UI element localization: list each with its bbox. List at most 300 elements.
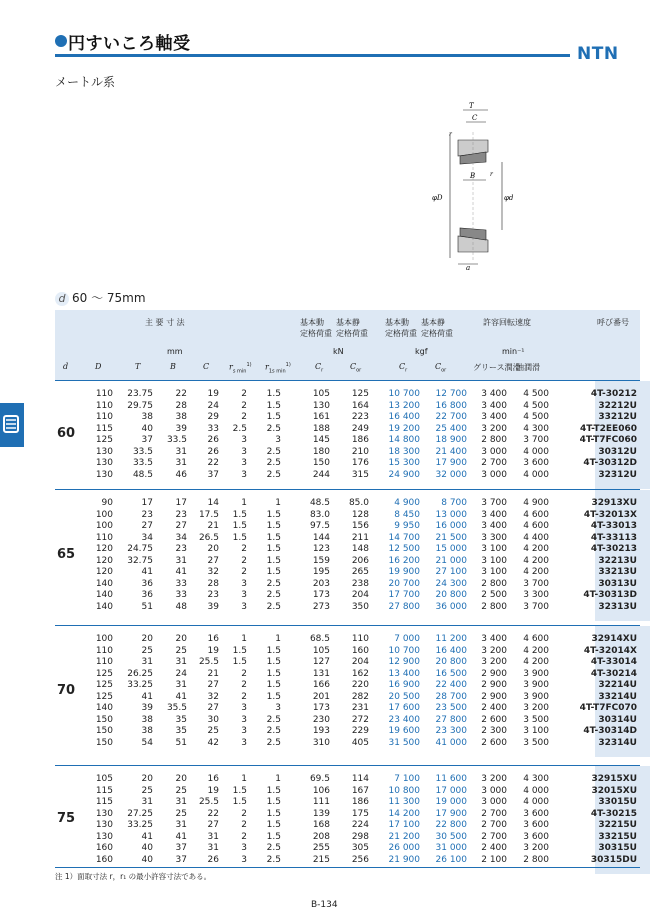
load-cr-kn-cell: 69.5 (309, 774, 330, 784)
part-number-cell: 32212U (598, 400, 637, 411)
load-cr-kgf-cell: 16 200 (388, 555, 420, 566)
dim-D-cell: 120 (95, 567, 113, 577)
load-cor-kn-cell: 272 (351, 714, 369, 725)
dim-T-cell: 41 (141, 831, 153, 842)
dim-B-cell: 41 (175, 567, 187, 577)
load-cor-kn-cell: 231 (351, 703, 369, 713)
load-cr-kn-cell: 97.5 (309, 521, 330, 531)
speed-oil-cell: 4 200 (523, 657, 549, 667)
table-row (55, 843, 640, 853)
load-cr-kgf-cell: 9 950 (394, 521, 420, 531)
bearing-cross-section-diagram (428, 102, 548, 272)
load-cor-kn-cell: 125 (351, 389, 369, 399)
speed-grease-cell: 3 200 (481, 774, 507, 784)
load-cr-kn-cell: 139 (312, 808, 330, 819)
dim-D-cell: 110 (95, 645, 113, 656)
table-row (55, 544, 640, 554)
load-cor-kn-cell: 315 (351, 469, 369, 480)
load-cr-kgf-cell: 26 000 (388, 843, 420, 853)
table-row (55, 458, 640, 468)
table-row (55, 556, 640, 566)
load-cr-kgf-cell: 14 800 (388, 435, 420, 445)
bore-group (55, 625, 640, 757)
dim-rs-cell: 3 (241, 714, 247, 725)
load-cor-kgf-cell: 18 900 (435, 435, 467, 445)
dim-D-cell: 150 (95, 726, 113, 736)
part-number-cell: 30312U (598, 446, 637, 457)
load-cr-kgf-cell: 16 400 (388, 412, 420, 422)
load-cor-kn-cell: 223 (351, 412, 369, 422)
col-cr-kgf: C (399, 362, 406, 371)
dim-T-cell: 39 (141, 703, 153, 713)
speed-oil-cell: 3 600 (523, 820, 549, 830)
load-cor-kgf-cell: 17 900 (435, 458, 467, 468)
table-row (55, 820, 640, 830)
header-basic-dynamic-1: 基本動 (300, 318, 324, 327)
load-cor-kgf-cell: 28 700 (435, 691, 467, 702)
dim-D-cell: 100 (95, 521, 113, 531)
load-cr-kgf-cell: 14 200 (388, 808, 420, 819)
dim-rs-cell: 3 (241, 435, 247, 445)
dim-B-cell: 25 (175, 785, 187, 796)
header-speed-grease: グリース潤滑 (473, 363, 521, 372)
dim-T-cell: 25 (141, 785, 153, 796)
dim-r1s-cell: 2.5 (266, 458, 281, 468)
dim-T-cell: 31 (141, 657, 153, 667)
load-cr-kn-cell: 188 (312, 423, 330, 434)
dim-D-cell: 110 (95, 532, 113, 543)
dim-r1s-cell: 1.5 (266, 412, 281, 422)
load-cr-kn-cell: 173 (312, 703, 330, 713)
load-cr-kgf-cell: 17 600 (388, 703, 420, 713)
speed-oil-cell: 3 300 (523, 590, 549, 600)
load-cr-kn-cell: 68.5 (309, 634, 330, 644)
dim-r1s-cell: 1.5 (266, 657, 281, 667)
header-basic-static-1: 基本静 (336, 318, 360, 327)
dim-rs-cell: 3 (241, 843, 247, 853)
load-cor-kn-cell: 256 (351, 854, 369, 865)
dim-B-cell: 33.5 (166, 435, 187, 445)
part-number-cell: 32914XU (591, 634, 637, 644)
dim-C-cell: 27 (207, 703, 219, 713)
dim-B-cell: 33 (175, 578, 187, 589)
dim-B-cell: 34 (175, 532, 187, 543)
bore-group (55, 765, 640, 874)
load-cr-kn-cell: 244 (312, 469, 330, 480)
dim-D-cell: 115 (95, 785, 113, 796)
part-number-cell: 4T-T2EE060 (580, 423, 637, 434)
dim-rs-cell: 2 (241, 691, 247, 702)
dim-T-cell: 27.25 (127, 808, 153, 819)
table-row (55, 669, 640, 679)
table-row (55, 692, 640, 702)
load-cr-kn-cell: 48.5 (309, 498, 330, 508)
dim-rs-cell: 1.5 (232, 532, 247, 543)
dim-rs-cell: 3 (241, 446, 247, 457)
load-cor-kgf-cell: 23 500 (435, 703, 467, 713)
dim-rs-cell: 3 (241, 458, 247, 468)
speed-oil-cell: 3 200 (523, 843, 549, 853)
dim-r1s-cell: 2.5 (266, 737, 281, 748)
load-cr-kgf-cell: 19 200 (388, 423, 420, 434)
dim-C-cell: 27 (207, 820, 219, 830)
load-cor-kgf-cell: 21 500 (435, 532, 467, 543)
dim-B-cell: 31 (175, 657, 187, 667)
load-cr-kgf-cell: 10 800 (388, 785, 420, 796)
load-cor-kn-cell: 305 (351, 843, 369, 853)
speed-grease-cell: 3 200 (481, 423, 507, 434)
part-number-cell: 32215U (598, 820, 637, 830)
col-d: d (63, 362, 69, 371)
load-cr-kgf-cell: 7 000 (394, 634, 420, 644)
part-number-cell: 32312U (598, 469, 637, 480)
part-number-cell: 4T-30213 (590, 544, 637, 554)
dim-T-cell: 20 (141, 634, 153, 644)
dim-T-cell: 23 (141, 509, 153, 520)
part-number-cell: 4T-30215 (590, 808, 637, 819)
dim-r1s-cell: 1.5 (266, 797, 281, 807)
part-number-cell: 4T-33013 (590, 521, 637, 531)
dim-label-T: T (469, 102, 474, 110)
dim-r1s-cell: 1.5 (266, 785, 281, 796)
dim-B-cell: 37 (175, 843, 187, 853)
speed-grease-cell: 2 500 (481, 590, 507, 600)
load-cr-kn-cell: 127 (312, 657, 330, 667)
table-row (55, 590, 640, 600)
part-number-cell: 33214U (598, 691, 637, 702)
header-rated-4: 定格荷重 (421, 329, 453, 338)
load-cor-kn-cell: 204 (351, 657, 369, 667)
load-cor-kn-cell: 114 (351, 774, 369, 784)
col-rs-sub: s min (232, 368, 247, 375)
header-rated-1: 定格荷重 (300, 329, 332, 338)
dim-T-cell: 36 (141, 590, 153, 600)
speed-grease-cell: 2 800 (481, 601, 507, 612)
dim-rs-cell: 2 (241, 808, 247, 819)
load-cor-kgf-cell: 11 200 (435, 634, 467, 644)
table-row (55, 579, 640, 589)
load-cr-kgf-cell: 27 800 (388, 601, 420, 612)
dim-B-cell: 31 (175, 446, 187, 457)
part-number-cell: 4T-T7FC070 (579, 703, 637, 713)
table-row (55, 738, 640, 748)
load-cor-kn-cell: 282 (351, 691, 369, 702)
dim-label-C: C (472, 114, 478, 122)
dim-C-cell: 33 (207, 423, 219, 434)
speed-oil-cell: 4 500 (523, 412, 549, 422)
speed-oil-cell: 3 600 (523, 808, 549, 819)
load-cr-kgf-cell: 20 700 (388, 578, 420, 589)
table-row (55, 832, 640, 842)
load-cor-kgf-cell: 16 000 (435, 521, 467, 531)
col-B: B (170, 362, 176, 371)
load-cor-kgf-cell: 41 000 (435, 737, 467, 748)
dim-C-cell: 25.5 (198, 657, 219, 667)
load-cr-kn-cell: 173 (312, 590, 330, 600)
dim-C-cell: 19 (207, 645, 219, 656)
dim-rs-cell: 1 (241, 634, 247, 644)
dim-r1s-cell: 1 (275, 634, 281, 644)
part-number-cell: 4T-33113 (590, 532, 637, 543)
load-cr-kn-cell: 106 (312, 785, 330, 796)
load-cor-kn-cell: 164 (351, 400, 369, 411)
load-cor-kn-cell: 186 (351, 435, 369, 445)
load-cr-kgf-cell: 19 600 (388, 726, 420, 736)
dim-D-cell: 120 (95, 555, 113, 566)
dim-r1s-cell: 1.5 (266, 831, 281, 842)
dim-r1s-cell: 1.5 (266, 521, 281, 531)
load-cor-kgf-cell: 13 000 (435, 509, 467, 520)
dim-B-cell: 23 (175, 509, 187, 520)
speed-oil-cell: 3 900 (523, 691, 549, 702)
dim-C-cell: 28 (207, 578, 219, 589)
dim-T-cell: 37 (141, 435, 153, 445)
dim-C-cell: 16 (207, 774, 219, 784)
load-cor-kn-cell: 220 (351, 680, 369, 690)
load-cr-kn-cell: 111 (312, 797, 330, 807)
part-number-cell: 30313U (598, 578, 637, 589)
dim-T-cell: 33.5 (132, 458, 153, 468)
dim-T-cell: 33.5 (132, 446, 153, 457)
dim-label-B: B (470, 172, 476, 180)
dim-C-cell: 27 (207, 680, 219, 690)
dim-T-cell: 41 (141, 691, 153, 702)
col-cr-kgf-sub: r (405, 367, 408, 374)
speed-grease-cell: 3 400 (481, 521, 507, 531)
dim-B-cell: 31 (175, 555, 187, 566)
part-number-cell: 32015XU (591, 785, 637, 796)
dim-C-cell: 23 (207, 590, 219, 600)
dim-rs-cell: 3 (241, 469, 247, 480)
dim-C-cell: 31 (207, 843, 219, 853)
dim-r1s-cell: 2.5 (266, 590, 281, 600)
table-row (55, 435, 640, 445)
table-row (55, 657, 640, 667)
bearing-tab-icon (3, 414, 21, 434)
title-underline (55, 54, 570, 57)
dim-r1s-cell: 1.5 (266, 645, 281, 656)
dim-label-r1: r (449, 131, 452, 138)
dim-D-cell: 125 (95, 668, 113, 679)
dim-label-r2: r (490, 171, 493, 178)
table-row (55, 646, 640, 656)
load-cr-kn-cell: 310 (312, 737, 330, 748)
dim-rs-cell: 3 (241, 703, 247, 713)
load-cor-kgf-cell: 26 100 (435, 854, 467, 865)
speed-grease-cell: 3 200 (481, 657, 507, 667)
dim-B-cell: 39 (175, 423, 187, 434)
load-cor-kgf-cell: 20 800 (435, 657, 467, 667)
load-cor-kgf-cell: 8 700 (441, 498, 467, 508)
dim-rs-cell: 2.5 (232, 423, 247, 434)
speed-grease-cell: 3 000 (481, 446, 507, 457)
speed-grease-cell: 3 000 (481, 469, 507, 480)
dim-D-cell: 90 (101, 498, 113, 508)
bore-range-text: 60 ～ 75mm (72, 291, 146, 305)
header-speed-title: 許容回転速度 (483, 318, 531, 327)
speed-oil-cell: 3 900 (523, 680, 549, 690)
section-tab[interactable] (0, 403, 24, 447)
dim-B-cell: 41 (175, 831, 187, 842)
speed-oil-cell: 4 400 (523, 532, 549, 543)
load-cor-kn-cell: 204 (351, 590, 369, 600)
speed-grease-cell: 2 700 (481, 831, 507, 842)
table-row (55, 447, 640, 457)
dim-r1s-cell: 3 (275, 703, 281, 713)
speed-grease-cell: 3 100 (481, 567, 507, 577)
dim-C-cell: 21 (207, 521, 219, 531)
speed-oil-cell: 3 700 (523, 435, 549, 445)
speed-grease-cell: 3 400 (481, 509, 507, 520)
col-C: C (203, 362, 210, 371)
speed-grease-cell: 2 400 (481, 703, 507, 713)
dim-C-cell: 19 (207, 389, 219, 399)
dim-rs-cell: 1.5 (232, 797, 247, 807)
dim-D-cell: 120 (95, 544, 113, 554)
col-cor-sub: or (356, 367, 362, 374)
dim-D-cell: 160 (95, 854, 113, 865)
load-cr-kgf-cell: 21 200 (388, 831, 420, 842)
load-cr-kgf-cell: 13 200 (388, 400, 420, 411)
dim-B-cell: 31 (175, 458, 187, 468)
load-cr-kn-cell: 255 (312, 843, 330, 853)
dim-rs-cell: 2 (241, 555, 247, 566)
dim-C-cell: 26 (207, 854, 219, 865)
load-cr-kn-cell: 130 (312, 400, 330, 411)
load-cr-kgf-cell: 21 900 (388, 854, 420, 865)
dim-rs-cell: 1.5 (232, 521, 247, 531)
dim-D-cell: 115 (95, 423, 113, 434)
speed-oil-cell: 4 200 (523, 567, 549, 577)
load-cr-kn-cell: 161 (312, 412, 330, 422)
dim-rs-cell: 3 (241, 854, 247, 865)
dim-T-cell: 36 (141, 578, 153, 589)
dim-T-cell: 31 (141, 797, 153, 807)
load-cor-kn-cell: 110 (351, 634, 369, 644)
dim-r1s-cell: 1.5 (266, 544, 281, 554)
dim-D-cell: 160 (95, 843, 113, 853)
load-cr-kgf-cell: 15 300 (388, 458, 420, 468)
dim-r1s-cell: 2.5 (266, 726, 281, 736)
dim-T-cell: 40 (141, 854, 153, 865)
load-cr-kn-cell: 131 (312, 668, 330, 679)
load-cor-kn-cell: 249 (351, 423, 369, 434)
dim-C-cell: 21 (207, 668, 219, 679)
part-number-cell: 32913XU (591, 498, 637, 508)
header-unit-kgf: kgf (415, 347, 428, 356)
dim-D-cell: 110 (95, 400, 113, 411)
dim-B-cell: 31 (175, 797, 187, 807)
dim-C-cell: 26 (207, 435, 219, 445)
speed-grease-cell: 2 800 (481, 578, 507, 589)
load-cor-kn-cell: 175 (351, 808, 369, 819)
dim-C-cell: 39 (207, 601, 219, 612)
dim-label-D: φD (432, 194, 443, 202)
part-number-cell: 30314U (598, 714, 637, 725)
load-cr-kgf-cell: 24 900 (388, 469, 420, 480)
dim-r1s-cell: 1.5 (266, 532, 281, 543)
dim-r1s-cell: 1.5 (266, 668, 281, 679)
col-T: T (135, 362, 141, 371)
dim-B-cell: 48 (175, 601, 187, 612)
speed-grease-cell: 3 100 (481, 544, 507, 554)
load-cr-kn-cell: 159 (312, 555, 330, 566)
speed-grease-cell: 2 100 (481, 854, 507, 865)
header-speed-unit: min⁻¹ (502, 347, 525, 356)
dim-B-cell: 27 (175, 521, 187, 531)
dim-D-cell: 130 (95, 458, 113, 468)
table-row (55, 786, 640, 796)
dim-B-cell: 51 (175, 737, 187, 748)
table-row (55, 703, 640, 713)
load-cor-kgf-cell: 22 700 (435, 412, 467, 422)
col-r1s-sup: 1) (285, 362, 291, 368)
dim-rs-cell: 1.5 (232, 645, 247, 656)
load-cr-kgf-cell: 7 100 (394, 774, 420, 784)
load-cr-kn-cell: 144 (312, 532, 330, 543)
load-cor-kgf-cell: 16 800 (435, 400, 467, 411)
col-rs: r (229, 362, 233, 372)
speed-oil-cell: 4 600 (523, 634, 549, 644)
dim-rs-cell: 2 (241, 544, 247, 554)
speed-grease-cell: 3 700 (481, 498, 507, 508)
load-cor-kgf-cell: 17 900 (435, 808, 467, 819)
dim-T-cell: 38 (141, 726, 153, 736)
dim-T-cell: 23.75 (127, 389, 153, 399)
part-number-cell: 32314U (598, 737, 637, 748)
dim-r1s-cell: 1 (275, 774, 281, 784)
load-cor-kn-cell: 224 (351, 820, 369, 830)
dim-r1s-cell: 3 (275, 435, 281, 445)
load-cr-kn-cell: 168 (312, 820, 330, 830)
load-cor-kgf-cell: 21 000 (435, 555, 467, 566)
load-cor-kgf-cell: 25 400 (435, 423, 467, 434)
page-title: 円すいころ軸受 (68, 34, 191, 54)
dim-T-cell: 40 (141, 843, 153, 853)
load-cor-kn-cell: 85.0 (348, 498, 369, 508)
dim-D-cell: 125 (95, 680, 113, 690)
load-cor-kn-cell: 206 (351, 555, 369, 566)
dim-rs-cell: 1.5 (232, 657, 247, 667)
dim-T-cell: 17 (141, 498, 153, 508)
dim-B-cell: 28 (175, 400, 187, 411)
speed-oil-cell: 4 000 (523, 446, 549, 457)
speed-oil-cell: 3 700 (523, 601, 549, 612)
table-row (55, 797, 640, 807)
table-row (55, 412, 640, 422)
table-row (55, 470, 640, 480)
load-cor-kn-cell: 148 (351, 544, 369, 554)
dim-label-d: φd (504, 194, 514, 202)
col-cor-kgf: C (435, 362, 442, 371)
load-cr-kgf-cell: 14 700 (388, 532, 420, 543)
load-cor-kgf-cell: 31 000 (435, 843, 467, 853)
speed-grease-cell: 2 700 (481, 820, 507, 830)
load-cor-kgf-cell: 11 600 (435, 774, 467, 784)
dim-D-cell: 110 (95, 657, 113, 667)
load-cr-kn-cell: 166 (312, 680, 330, 690)
dim-rs-cell: 2 (241, 668, 247, 679)
speed-oil-cell: 3 200 (523, 703, 549, 713)
part-number-cell: 4T-30212 (590, 389, 637, 399)
dim-D-cell: 115 (95, 797, 113, 807)
speed-grease-cell: 2 900 (481, 668, 507, 679)
dim-B-cell: 31 (175, 680, 187, 690)
load-cor-kgf-cell: 19 000 (435, 797, 467, 807)
speed-grease-cell: 3 400 (481, 412, 507, 422)
dim-T-cell: 33.25 (127, 680, 153, 690)
load-cr-kn-cell: 195 (312, 567, 330, 577)
